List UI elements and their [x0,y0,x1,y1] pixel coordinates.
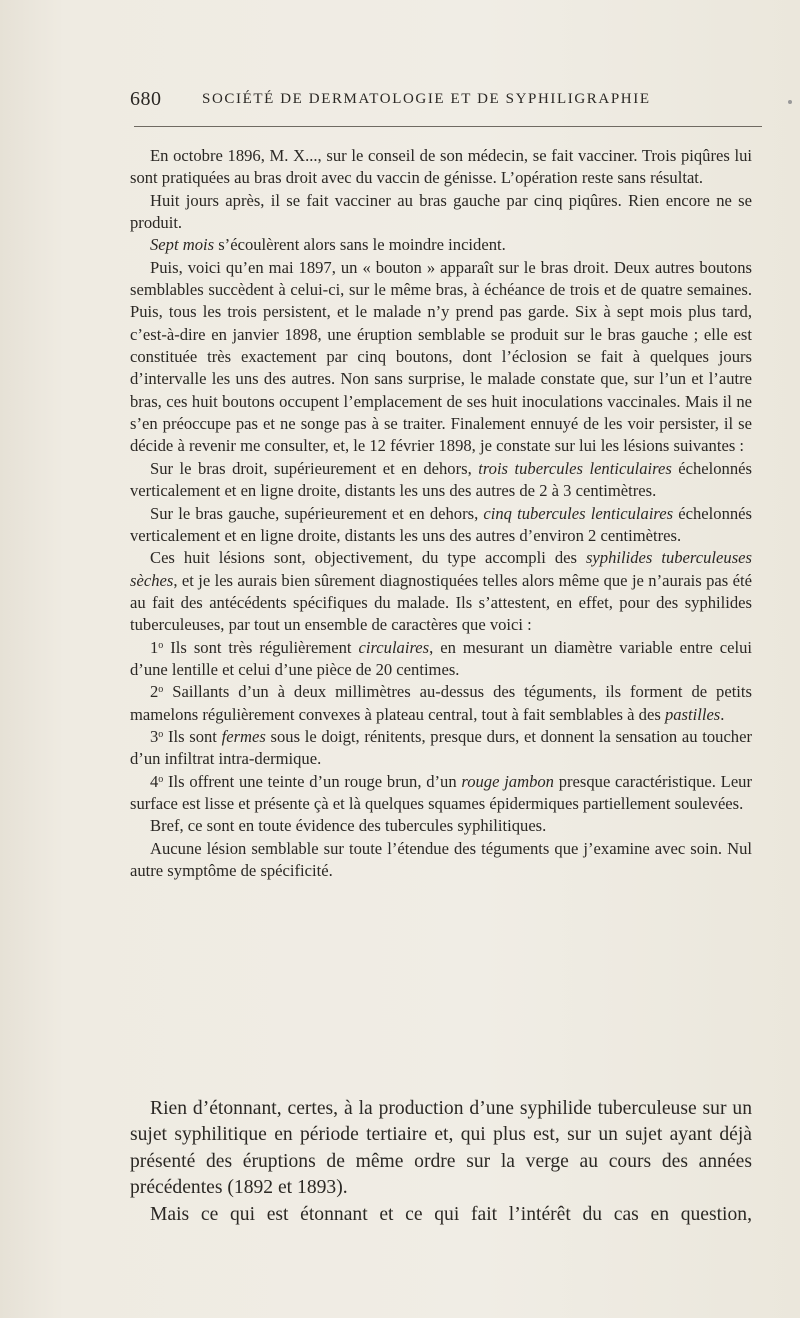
text-run: , en mesurant un diamètre variable entre celui d’une lentille et celui d’une pièce de 20 centimes. [130,637,752,679]
page-number: 680 [130,88,162,110]
paragraph: Mais ce qui est étonnant et ce qui fait l’intérêt du cas en question, [150,1203,752,1225]
ordinal-superscript: o [158,773,164,785]
text-run: Huit jours après, il se fait vacciner au bras gauche par cinq piqûres. Rien encore ne se produit. [130,190,752,233]
italic-text: trois tubercules lenticulaires [478,458,672,478]
paragraph [130,815,752,837]
text-run: s’écoulèrent alors sans le moindre incident. [214,235,506,255]
text-run: En octobre 1896, M. X..., sur le conseil de son médecin, se fait vacciner. Trois piqûres lui sont pratiquées au bras droit avec du vaccin de génisse. L’opération reste sans résultat. [130,146,752,188]
italic-text: syphilides tuberculeuses sèches [130,548,752,590]
text-run: 2 [150,682,159,702]
text-run: Ils sont [163,726,222,746]
paragraph [130,458,752,503]
paragraph [130,190,752,235]
commentary-text [130,1096,752,1228]
paragraph [130,145,752,190]
text-run: Ces huit lésions sont, objectivement, du type accompli des [150,548,586,568]
text-run: Aucune lésion semblable sur toute l’étendue des téguments que j’examine avec soin. Nul autre symptôme de spécificité. [130,838,752,880]
text-run: Bref, ce sont en toute évidence des tubercules syphilitiques. [150,816,547,836]
text-run: Puis, voici qu’en mai 1897, un « bouton » apparaît sur le bras droit. Deux autres boutons semblables succèdent à celui-ci, sur le même bras, à échéance de trois et de quatre semaines. Puis, tous les trois persistent, et le malade n’y prend pas garde. Six à sept mois plus tard, c’est-à-dire en janvier 1898, une éruption semblable se produit sur le bras gauche ; elle est constituée très exactement par cinq boutons, dont l’éclosion se fait à quelques jours d’intervalle les uns des autres. Non sans surprise, le malade constate que, sur l’un et l’autre bras, ces huit boutons occupent l’emplacement de ses huit inoculations vaccinales. Mais il ne s’en préoccupe pas et ne songe pas à se traiter. Finalement ennuyé de les voir persister, il se décide à revenir me consulter, et, le 12 février 1898, je constate sur lui les lésions suivantes : [130,257,752,456]
paragraph [130,503,752,548]
italic-text: Sept mois [150,235,215,255]
text-run: échelonnés verticalement et en ligne droite, distants les uns des autres d’environ 2 centimètres. [130,503,752,545]
italic-text: cinq tubercules lenticulaires [483,503,674,523]
text-run: . [720,704,725,724]
ordinal-superscript: o [158,639,164,651]
text-run: 3 [150,726,159,746]
paragraph [130,547,752,636]
text-run: échelonnés verticalement et en ligne droite, distants les uns des autres de 2 à 3 centimètres. [130,458,752,501]
text-run: Ils sont très régulièrement [163,637,359,657]
italic-text: pastilles [664,704,721,724]
text-run: , et je les aurais bien sûrement diagnostiquées telles alors même que je n’aurais pas été au fait des antécédents spécifiques du malade. Ils s’attestent, en effet, pour des syphilides tuberculeuses, par tout un ensemble de caractères que voici : [130,570,752,635]
text-run: Ils offrent une teinte d’un rouge brun, d’un [163,771,462,791]
header-rule [134,126,762,127]
page-header [130,88,770,116]
italic-text: fermes [221,726,266,746]
text-run: 4 [150,771,159,791]
running-title: SOCIÉTÉ DE DERMATOLOGIE ET DE SYPHILIGRAPHIE [202,91,651,107]
italic-text: rouge jambon [461,771,554,791]
page-speck [788,100,792,104]
text-run: presque caractéristique. Leur surface est lisse et présente çà et là quelques squames épidermiques partiellement soulevées. [130,771,753,813]
text-run: Saillants d’un à deux millimètres au-dessus des téguments, ils forment de petits mamelons régulièrement convexes à plateau central, tout à fait semblables à des [130,682,752,724]
paragraph: Rien d’étonnant, certes, à la production d’une syphilide tuberculeuse sur un sujet syphilitique en période tertiaire et, qui plus est, sur un sujet ayant déjà présenté des éruptions de même ordre sur la verge au cours des années précédentes (1892 et 1893). [130,1098,752,1199]
text-run: 1 [150,637,159,657]
paragraph [130,234,752,256]
italic-text: circulaires [358,637,430,657]
text-run: sous le doigt, rénitents, presque durs, et donnent la sensation au toucher d’un infiltrat intra-dermique. [130,726,752,769]
paragraph [130,637,752,682]
paragraph [130,771,752,816]
paragraph [130,838,752,883]
paragraph [130,726,752,771]
paragraph [130,257,752,458]
paragraph [130,681,752,726]
ordinal-superscript: o [158,728,164,740]
ordinal-superscript: o [158,684,164,696]
text-run: Sur le bras droit, supérieurement et en dehors, [150,458,479,478]
text-run: Sur le bras gauche, supérieurement et en dehors, [150,503,484,523]
case-report-text [130,145,752,882]
